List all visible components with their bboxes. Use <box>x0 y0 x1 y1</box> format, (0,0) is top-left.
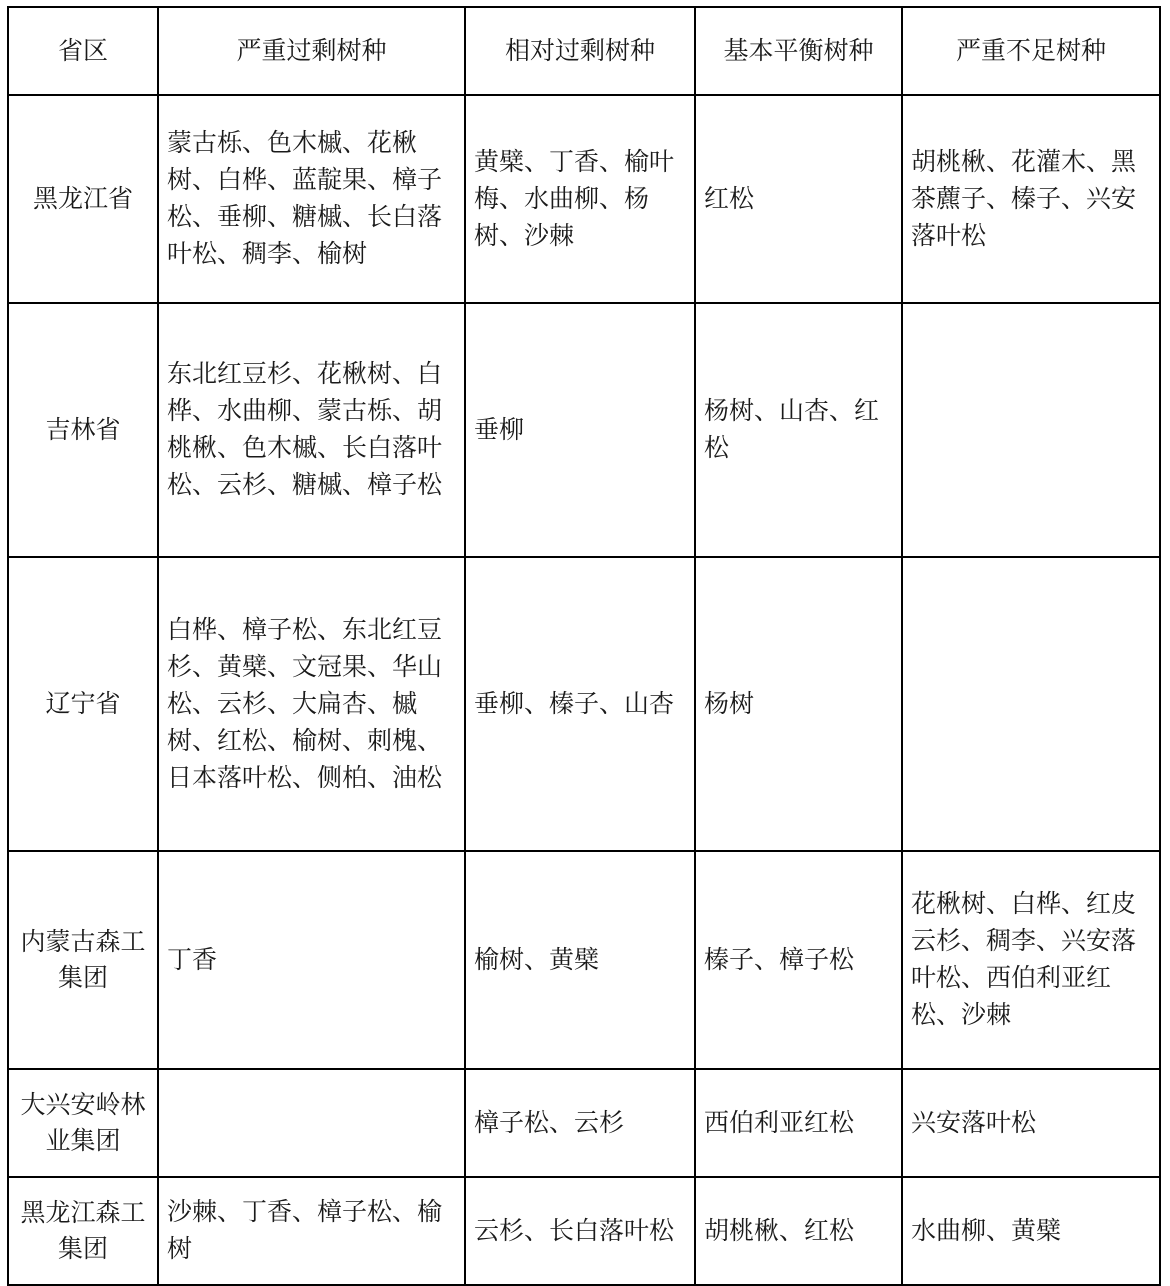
cell-province: 内蒙古森工集团 <box>8 851 158 1069</box>
cell-province: 辽宁省 <box>8 557 158 851</box>
cell-severe-deficit: 兴安落叶松 <box>902 1069 1160 1177</box>
cell-severe-deficit: 胡桃楸、花灌木、黑茶藨子、榛子、兴安落叶松 <box>902 95 1160 303</box>
cell-severe-surplus: 蒙古栎、色木槭、花楸树、白桦、蓝靛果、樟子松、垂柳、糖槭、长白落叶松、稠李、榆树 <box>158 95 465 303</box>
cell-relative-surplus: 垂柳、榛子、山杏 <box>465 557 695 851</box>
cell-severe-deficit: 水曲柳、黄檗 <box>902 1177 1160 1285</box>
cell-severe-deficit: 花楸树、白桦、红皮云杉、稠李、兴安落叶松、西伯利亚红松、沙棘 <box>902 851 1160 1069</box>
cell-balanced: 杨树、山杏、红松 <box>695 303 902 557</box>
cell-relative-surplus: 黄檗、丁香、榆叶梅、水曲柳、杨树、沙棘 <box>465 95 695 303</box>
cell-severe-surplus: 东北红豆杉、花楸树、白桦、水曲柳、蒙古栎、胡桃楸、色木槭、长白落叶松、云杉、糖槭、樟子松 <box>158 303 465 557</box>
table-row <box>8 1177 1160 1285</box>
cell-severe-surplus: 丁香 <box>158 851 465 1069</box>
table-row <box>8 303 1160 557</box>
table-row <box>8 851 1160 1069</box>
column-header-severe-deficit: 严重不足树种 <box>902 7 1160 95</box>
cell-severe-surplus: 白桦、樟子松、东北红豆杉、黄檗、文冠果、华山松、云杉、大扁杏、槭树、红松、榆树、刺槐、日本落叶松、侧柏、油松 <box>158 557 465 851</box>
table-row <box>8 557 1160 851</box>
cell-balanced: 红松 <box>695 95 902 303</box>
table-header-row <box>8 7 1160 95</box>
column-header-relative-surplus: 相对过剩树种 <box>465 7 695 95</box>
table-row <box>8 1069 1160 1177</box>
cell-balanced: 杨树 <box>695 557 902 851</box>
cell-severe-surplus <box>158 1069 465 1177</box>
table-row <box>8 95 1160 303</box>
cell-balanced: 榛子、樟子松 <box>695 851 902 1069</box>
cell-province: 黑龙江森工集团 <box>8 1177 158 1285</box>
cell-relative-surplus: 樟子松、云杉 <box>465 1069 695 1177</box>
cell-balanced: 胡桃楸、红松 <box>695 1177 902 1285</box>
column-header-balanced: 基本平衡树种 <box>695 7 902 95</box>
cell-relative-surplus: 云杉、长白落叶松 <box>465 1177 695 1285</box>
cell-balanced: 西伯利亚红松 <box>695 1069 902 1177</box>
cell-province: 吉林省 <box>8 303 158 557</box>
tree-species-table <box>7 6 1161 1286</box>
table-header <box>8 7 1160 95</box>
column-header-province: 省区 <box>8 7 158 95</box>
column-header-severe-surplus: 严重过剩树种 <box>158 7 465 95</box>
cell-province: 黑龙江省 <box>8 95 158 303</box>
table-body <box>8 95 1160 1285</box>
cell-severe-deficit <box>902 557 1160 851</box>
cell-severe-deficit <box>902 303 1160 557</box>
cell-relative-surplus: 榆树、黄檗 <box>465 851 695 1069</box>
cell-relative-surplus: 垂柳 <box>465 303 695 557</box>
cell-province: 大兴安岭林业集团 <box>8 1069 158 1177</box>
cell-severe-surplus: 沙棘、丁香、樟子松、榆树 <box>158 1177 465 1285</box>
